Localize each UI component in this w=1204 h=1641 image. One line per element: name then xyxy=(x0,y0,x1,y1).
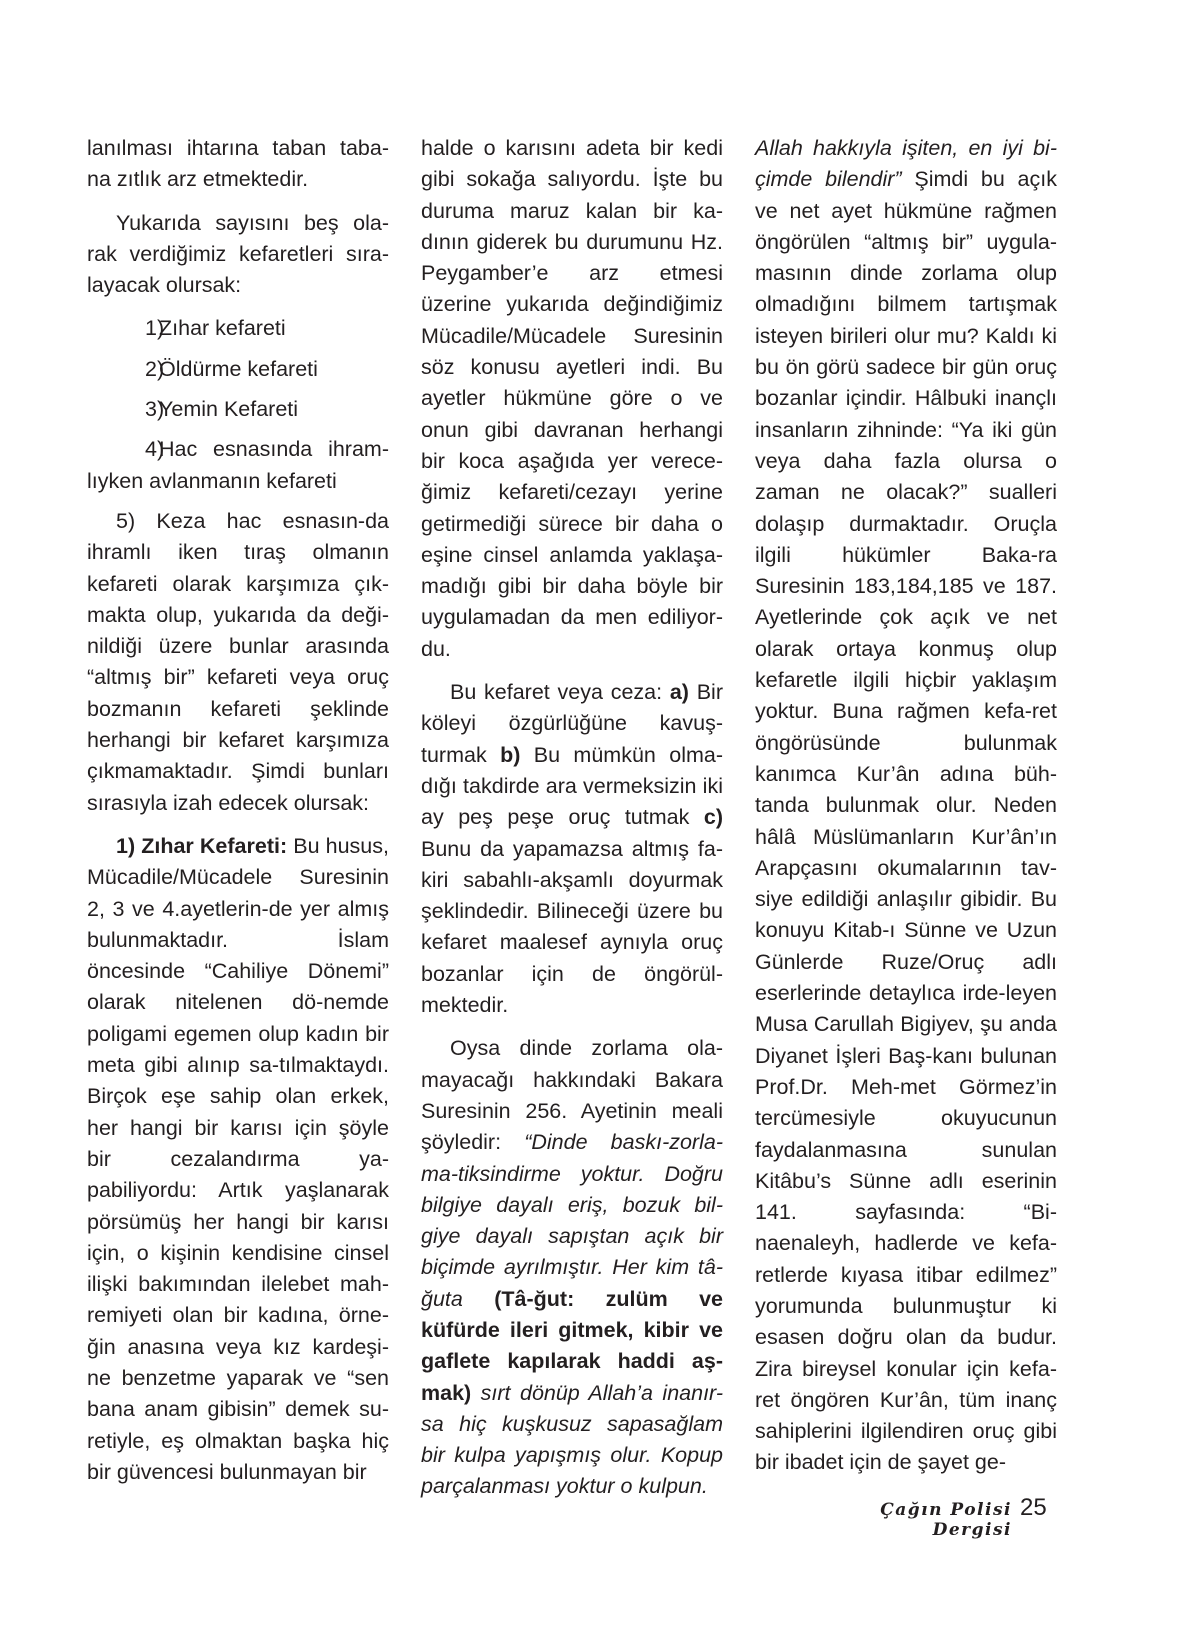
text-column-2 xyxy=(421,133,723,1515)
paragraph xyxy=(421,677,723,1021)
bold-marker: c) xyxy=(703,805,723,830)
quote-text: Allah hakkıyla işiten, en iyi bi-çimde bilendir” xyxy=(755,136,1057,192)
list-item-text: Hac esnasında ihram-lıyken avlanmanın kefareti xyxy=(87,437,389,493)
paragraph: Yukarıda sayısını beş ola-rak verdiğimiz kefaretleri sıra-layacak olursak: xyxy=(87,210,389,298)
paragraph-text: Bir köleyi özgürlüğüne kavuş-turmak xyxy=(421,680,723,767)
section-heading: 1) Zıhar Kefareti: xyxy=(116,833,288,858)
list-item-number: 4) xyxy=(145,437,165,462)
quote-text: sırt dönüp Allah’a inanır-sa hiç kuşkusuz sapasağlam bir kulpa yapışmış olur. Kopup parçalanması yoktur o kulpun. xyxy=(421,1380,723,1499)
list-item-number: 1) xyxy=(145,316,165,341)
list-item xyxy=(87,313,389,344)
list-item-text: Zıhar kefareti xyxy=(159,316,286,341)
text-column-3 xyxy=(755,133,1057,1491)
paragraph xyxy=(87,831,389,1488)
paragraph-text: Bu kefaret veya ceza: xyxy=(450,680,670,705)
list-item-number: 5) xyxy=(116,508,136,533)
paragraph xyxy=(87,506,389,819)
paragraph-text: Bu mümkün olma-dığı takdirde ara vermeksizin iki ay peş peşe oruç tutmak xyxy=(421,742,724,830)
paragraph-text: Keza hac esnasın-da ihramlı iken tıraş olmanın kefareti olarak karşımıza çık-makta olup, yukarıda da deği-nildiği üzere bunlar arasında “altmış bir” kefareti veya oruç bozmanın kefareti şeklinde herhangi bir kefaret karşımıza çıkmamaktadır. Şimdi bunları sırasıyla izah edecek olursak: xyxy=(87,508,389,815)
list-item xyxy=(87,434,389,497)
bold-marker: a) xyxy=(669,680,689,705)
magazine-name: Çağın Polisi Dergisi xyxy=(880,1500,1012,1540)
text-column-1 xyxy=(87,133,389,1500)
list-item-number: 3) xyxy=(145,397,165,422)
paragraph-text: Bunu da yapamazsa altmış fa-kiri sabahlı-akşamlı doyurmak şeklindedir. Bilineceği üzere bu kefaret maalesef aynıyla oruç bozanlar için de öngörül-mektedir. xyxy=(421,836,723,1018)
quote-text: “Dinde baskı-zorla-ma-tiksindirme yoktur. Doğru bilgiye dayalı eriş, bozuk bil-giye dayalı sapıştan açık bir biçimde ayrılmıştır. Her kim tâ-ğuta xyxy=(421,1130,723,1311)
bold-marker: b) xyxy=(500,742,521,767)
paragraph xyxy=(421,1033,723,1502)
list-item-text: Yemin Kefareti xyxy=(159,397,299,422)
page-number: 25 xyxy=(1020,1494,1047,1521)
bold-gloss: (Tâ-ğut: zulüm ve küfürde ileri gitmek, kibir ve gaflete kapılarak haddi aş-mak) xyxy=(421,1286,723,1405)
paragraph xyxy=(755,133,1057,1479)
paragraph-text: Oysa dinde zorlama ola-mayacağı hakkındaki Bakara Suresinin 256. Ayetinin meali şöyledir: xyxy=(421,1036,723,1155)
paragraph-text: Şimdi bu açık ve net ayet hükmüne rağmen öngörülen “altmış bir” uygula-masının dinde zorlama olup olmadığını bilmem tartışmak isteyen birileri olur mu? Kaldı ki bu ön görü sadece bir gün oruç bozanlar içindir. Hâlbuki inançlı insanların zihninde: “Ya iki gün veya daha fazla olursa o zaman ne olacak?” sualleri dolaşıp durmaktadır. Oruçla ilgili hükümler Baka-ra Suresinin 183,184,185 ve 187. Ayetlerinde çok açık ve net olarak ortaya konmuş olup kefaretle ilgili hiçbir yaklaşım yoktur. Buna rağmen kefa-ret öngörüsünde bulunmak kanımca Kur’ân adına büh-tanda bulunmak olur. Neden hâlâ Müslümanların Kur’ân’ın Arapçasını okumalarının tav-siye edildiği anlaşılır gibidir. Bu konuyu Kitab-ı Sünne ve Uzun Günlerde Ruze/Oruç adlı eserlerinde detaylıca irde-leyen Musa Carullah Bigiyev, şu anda Diyanet İşleri Baş-kanı bulunan Prof.Dr. Meh-met Görmez’in tercümesiyle okuyucunun faydalanmasına sunulan Kitâbu’s Sünne adlı eserinin 141. sayfasında: “Bi-naenaleyh, hadlerde ve kefa-retlerde kıyasa itibar edilmez” yorumunda bulunmuştur ki esasen doğru olan da budur. Zira bireysel konular için kefa-ret öngören Kur’ân, tüm inanç sahiplerini ilgilendiren oruç gibi bir ibadet için de şayet ge- xyxy=(755,167,1057,1475)
list-item-number: 2) xyxy=(145,356,165,381)
list-item-text: Öldürme kefareti xyxy=(159,356,318,381)
paragraph-text: Bu husus, Mücadile/Mücadele Suresinin 2, 3 ve 4.ayetlerin-de yer almış bulunmaktadır. İslam öncesinde “Cahiliye Dönemi” olarak nitelenen dö-nemde poligami egemen olup kadın bir meta gibi alınıp sa-tılmaktaydı. Birçok eşe sahip olan erkek, her hangi bir karısı için şöyle bir cezalandırma ya-pabiliyordu: Artık yaşlanarak pörsümüş her hangi bir karısı için, o kişinin kendisine cinsel ilişki bakımından ilelebet mah-remiyeti olan bir kadına, örne-ğin anasına veya kız kardeşi-ne benzetme yaparak ve “sen bana anam gibisin” demek su-retiyle, eş olmaktan başka hiç bir güvencesi bulunmayan bir xyxy=(87,833,389,1484)
paragraph: halde o karısını adeta bir kedi gibi sokağa salıyordu. İşte bu duruma maruz kalan bir ka-dının giderek bu durumunu Hz. Peygamber’e arz etmesi üzerine yukarıda değindiğimiz Mücadile/Mücadele Suresinin söz konusu ayetleri indi. Bu ayetler hükmüne göre o ve onun gibi davranan herhangi bir koca aşağıda yer verece-ğimiz kefareti/cezayı yerine getirmediği sürece bir daha o eşine cinsel anlamda yaklaşa-madığı gibi bir daha böyle bir uygulamadan da men ediliyor-du. xyxy=(421,136,723,661)
list-item xyxy=(87,354,389,385)
list-item xyxy=(87,394,389,425)
paragraph: lanılması ihtarına taban taba-na zıtlık arz etmektedir. xyxy=(87,136,389,192)
